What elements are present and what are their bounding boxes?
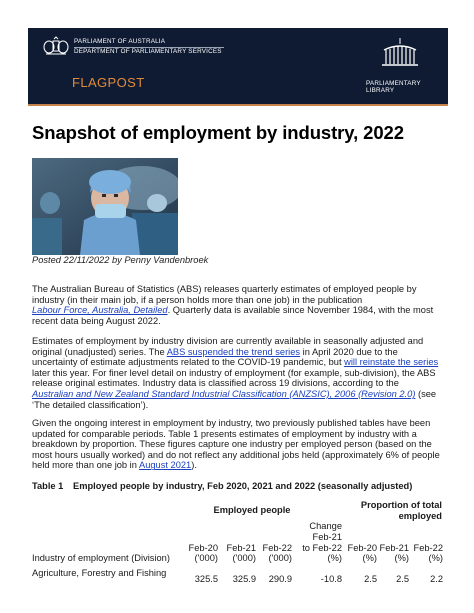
parliament-house-icon bbox=[380, 38, 420, 68]
table-cell: 325.9 bbox=[232, 574, 256, 584]
header-proportion-line1: Proportion of total bbox=[360, 500, 442, 510]
parliamentary-library-label: PARLIAMENTARY LIBRARY bbox=[366, 80, 421, 94]
department-line: DEPARTMENT OF PARLIAMENTARY SERVICES bbox=[74, 47, 222, 55]
col-change-l0a: Change bbox=[309, 521, 342, 531]
table-cell: 2.5 bbox=[364, 574, 377, 584]
table-cell: 2.5 bbox=[396, 574, 409, 584]
reinstate-series-link[interactable]: will reinstate the series bbox=[344, 357, 439, 368]
anzsic-link[interactable]: Australian and New Zealand Standard Industrial Classification (ANZSIC), 2006 (Revision 2.0) bbox=[32, 388, 416, 399]
labour-force-link[interactable]: Labour Force, Australia, Detailed bbox=[32, 305, 168, 316]
text-line: industry (in their main job, if a person holds more than one job) in the publication bbox=[32, 294, 363, 305]
august-2021-link[interactable]: August 2021 bbox=[139, 460, 192, 471]
col-header-line1: Feb-22 bbox=[262, 543, 292, 553]
table-cell: 290.9 bbox=[268, 574, 292, 584]
col-header-line2: (%) bbox=[428, 553, 443, 563]
text-line bbox=[32, 357, 444, 368]
text-line: ‘The detailed classification’). bbox=[32, 399, 149, 410]
text-span: ). bbox=[191, 460, 197, 471]
header-employed-people: Employed people bbox=[213, 505, 291, 515]
col-header-line2: ('000) bbox=[232, 553, 256, 563]
banner-accent-rule bbox=[28, 104, 448, 106]
text-line: later this year. For finer level detail on industry of employment (for example, sub-division), the ABS bbox=[32, 367, 436, 378]
col-header-line1: Feb-20 bbox=[188, 543, 218, 553]
col-header-line2: (%) bbox=[394, 553, 409, 563]
table-cell: 2.2 bbox=[430, 574, 443, 584]
text-line: The Australian Bureau of Statistics (ABS) releases quarterly estimates of employed people by bbox=[32, 284, 417, 294]
table-cell: -10.8 bbox=[320, 574, 342, 584]
text-span: uncertainty of estimate adjustments related to the COVID-19 pandemic, but bbox=[32, 357, 345, 368]
flagpost-banner bbox=[28, 28, 448, 104]
col-header-line1: to Feb-22 bbox=[302, 543, 342, 553]
table-number: Table 1 bbox=[32, 481, 64, 491]
text-line bbox=[32, 305, 444, 316]
header-proportion-line2: employed bbox=[398, 511, 442, 521]
text-line: most hours usually worked) and do not reflect any additional jobs held (approximately 6% of people bbox=[32, 449, 440, 460]
text-span: original (unadjusted) series. The bbox=[32, 346, 167, 357]
posted-byline: Posted 22/11/2022 by Penny Vandenbroek bbox=[32, 255, 209, 265]
text-span: . Quarterly data is available since November 1984, with the most bbox=[167, 305, 434, 316]
parliament-line: PARLIAMENT OF AUSTRALIA bbox=[74, 38, 166, 45]
paragraph-series bbox=[32, 336, 444, 410]
flagpost-label: FLAGPOST bbox=[72, 75, 145, 90]
text-line: Estimates of employment by industry division are currently available in seasonally adjusted and bbox=[32, 336, 424, 346]
col-header-line1: Feb-22 bbox=[413, 543, 443, 553]
parliament-crest-icon bbox=[42, 36, 70, 58]
text-line bbox=[32, 347, 444, 358]
text-span: in April 2020 due to the bbox=[300, 346, 398, 357]
col-industry-header: Industry of employment (Division) bbox=[32, 553, 170, 563]
text-line: release original estimates. Industry data is classified across 19 divisions, according to the bbox=[32, 378, 399, 389]
paragraph-tables bbox=[32, 418, 444, 471]
text-line: updated for comparable periods. Table 1 presents estimates of employment by industry with a bbox=[32, 428, 417, 439]
page-title: Snapshot of employment by industry, 2022 bbox=[32, 122, 404, 143]
col-header-line2: (%) bbox=[362, 553, 377, 563]
text-span: (see bbox=[415, 388, 437, 399]
col-header-line1: Feb-21 bbox=[379, 543, 409, 553]
col-header-line2: (%) bbox=[327, 553, 342, 563]
table-caption bbox=[32, 481, 412, 491]
col-header-line2: ('000) bbox=[268, 553, 292, 563]
table-row-industry: Agriculture, Forestry and Fishing bbox=[32, 568, 167, 578]
col-header-line1: Feb-21 bbox=[226, 543, 256, 553]
table-title: Employed people by industry, Feb 2020, 2021 and 2022 (seasonally adjusted) bbox=[73, 481, 413, 491]
article-photo bbox=[32, 158, 178, 255]
banner-divider bbox=[74, 47, 224, 48]
paragraph-intro bbox=[32, 284, 444, 326]
text-line: recent data being August 2022. bbox=[32, 315, 161, 326]
text-line bbox=[32, 389, 444, 400]
text-line: breakdown by proportion. These figures capture one industry per employed person (based on the bbox=[32, 439, 432, 450]
text-line bbox=[32, 460, 444, 471]
col-header-line2: ('000) bbox=[194, 553, 218, 563]
table-cell: 325.5 bbox=[194, 574, 218, 584]
col-change-l0b: Feb-21 bbox=[312, 532, 342, 542]
text-span: held more than one job in bbox=[32, 460, 139, 471]
col-header-line1: Feb-20 bbox=[347, 543, 377, 553]
text-line: Given the ongoing interest in employment by industry, two previously published tables have been bbox=[32, 418, 431, 428]
abs-suspended-trend-link[interactable]: ABS suspended the trend series bbox=[166, 346, 301, 357]
